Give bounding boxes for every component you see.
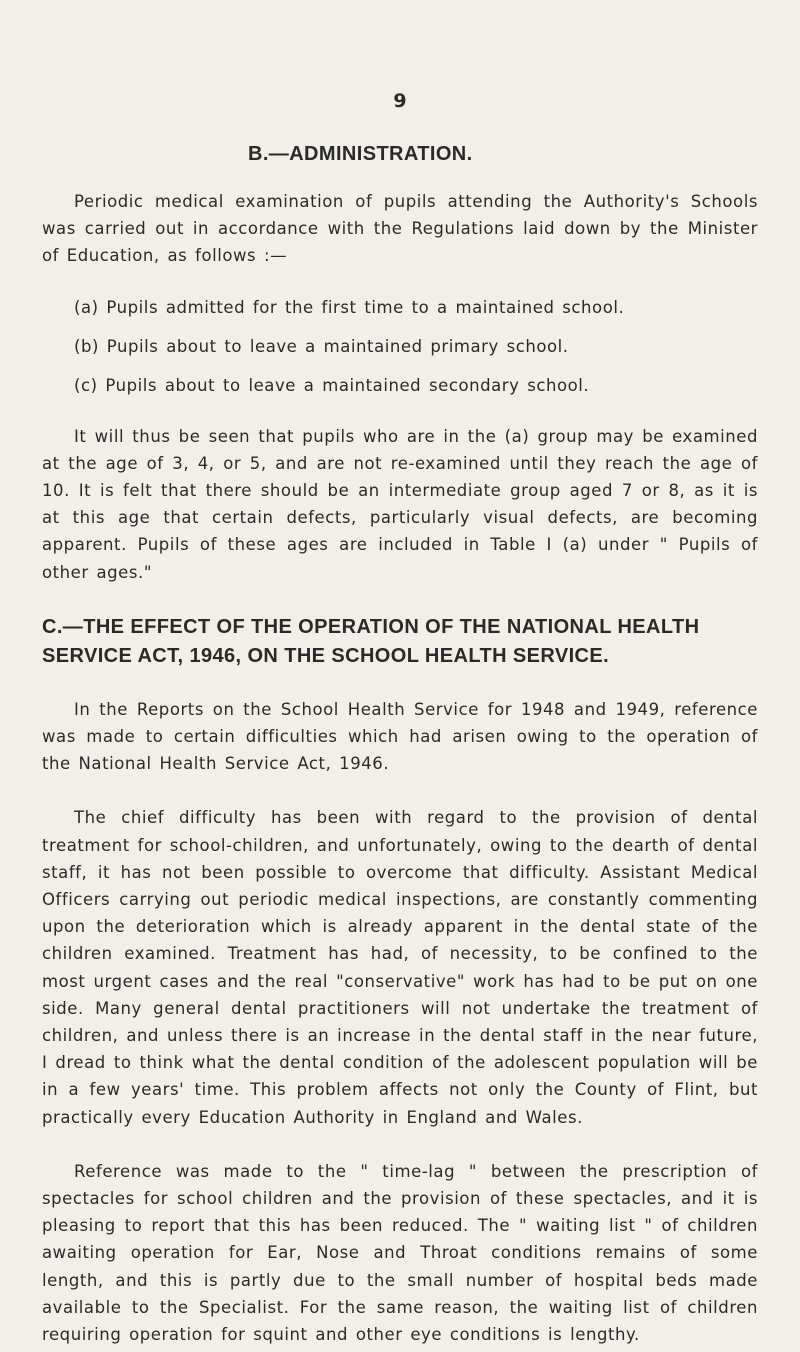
page-number: 9 <box>393 90 407 112</box>
section-c-paragraph-1: In the Reports on the School Health Service for 1948 and 1949, reference was made to certain difficulties which had arisen owing to the operation of the National Health Service Act, 1946. <box>42 699 758 774</box>
examination-groups-list <box>42 288 758 405</box>
section-b-heading: B.—ADMINISTRATION. <box>248 143 473 165</box>
list-item: (c) Pupils about to leave a maintained secondary school. <box>74 375 590 395</box>
section-c-heading: C.—THE EFFECT OF THE OPERATION OF THE NATIONAL HEALTH SERVICE ACT, 1946, ON THE SCHOOL HEALTH SERVICE. <box>42 615 700 667</box>
section-b-paragraph: It will thus be seen that pupils who are in the (a) group may be examined at the age of 3, 4, or 5, and are not re-examined until they reach the age of 10. It is felt that there should be an intermediate group aged 7 or 8, as it is at this age that certain defects, particularly visual defects, are becoming apparent. Pupils of these ages are included in Table I (a) under " Pupils of other ages." <box>42 426 758 582</box>
section-c-paragraph-3: Reference was made to the " time-lag " between the prescription of spectacles for school children and the provision of these spectacles, and it is pleasing to report that this has been reduced. The " waiting list " of children awaiting operation for Ear, Nose and Throat conditions remains of some length, and this is partly due to the small number of hospital beds made available to the Specialist. For the same reason, the waiting list of children requiring operation for squint and other eye conditions is lengthy. <box>42 1161 758 1345</box>
list-item: (a) Pupils admitted for the first time to a maintained school. <box>74 297 625 317</box>
document-body <box>42 188 758 1348</box>
list-item: (b) Pupils about to leave a maintained primary school. <box>74 336 569 356</box>
section-b-intro: Periodic medical examination of pupils attending the Authority's Schools was carried out in accordance with the Regulations laid down by the Minister of Education, as follows :— <box>42 192 758 266</box>
section-c-paragraph-2: The chief difficulty has been with regard to the provision of dental treatment for school-children, and unfortunately, owing to the dearth of dental staff, it has not been possible to overcome that difficulty. Assistant Medical Officers carrying out periodic medical inspections, are constantly commenting upon the deterioration which is already apparent in the dental state of the children examined. Treatment has had, of necessity, to be confined to the most urgent cases and the real "conservative" work has had to be put on one side. Many general dental practitioners will not undertake the treatment of children, and unless there is an increase in the dental staff in the near future, I dread to think what the dental condition of the adolescent population will be in a few years' time. This problem affects not only the County of Flint, but practically every Education Authority in England and Wales. <box>42 808 758 1127</box>
